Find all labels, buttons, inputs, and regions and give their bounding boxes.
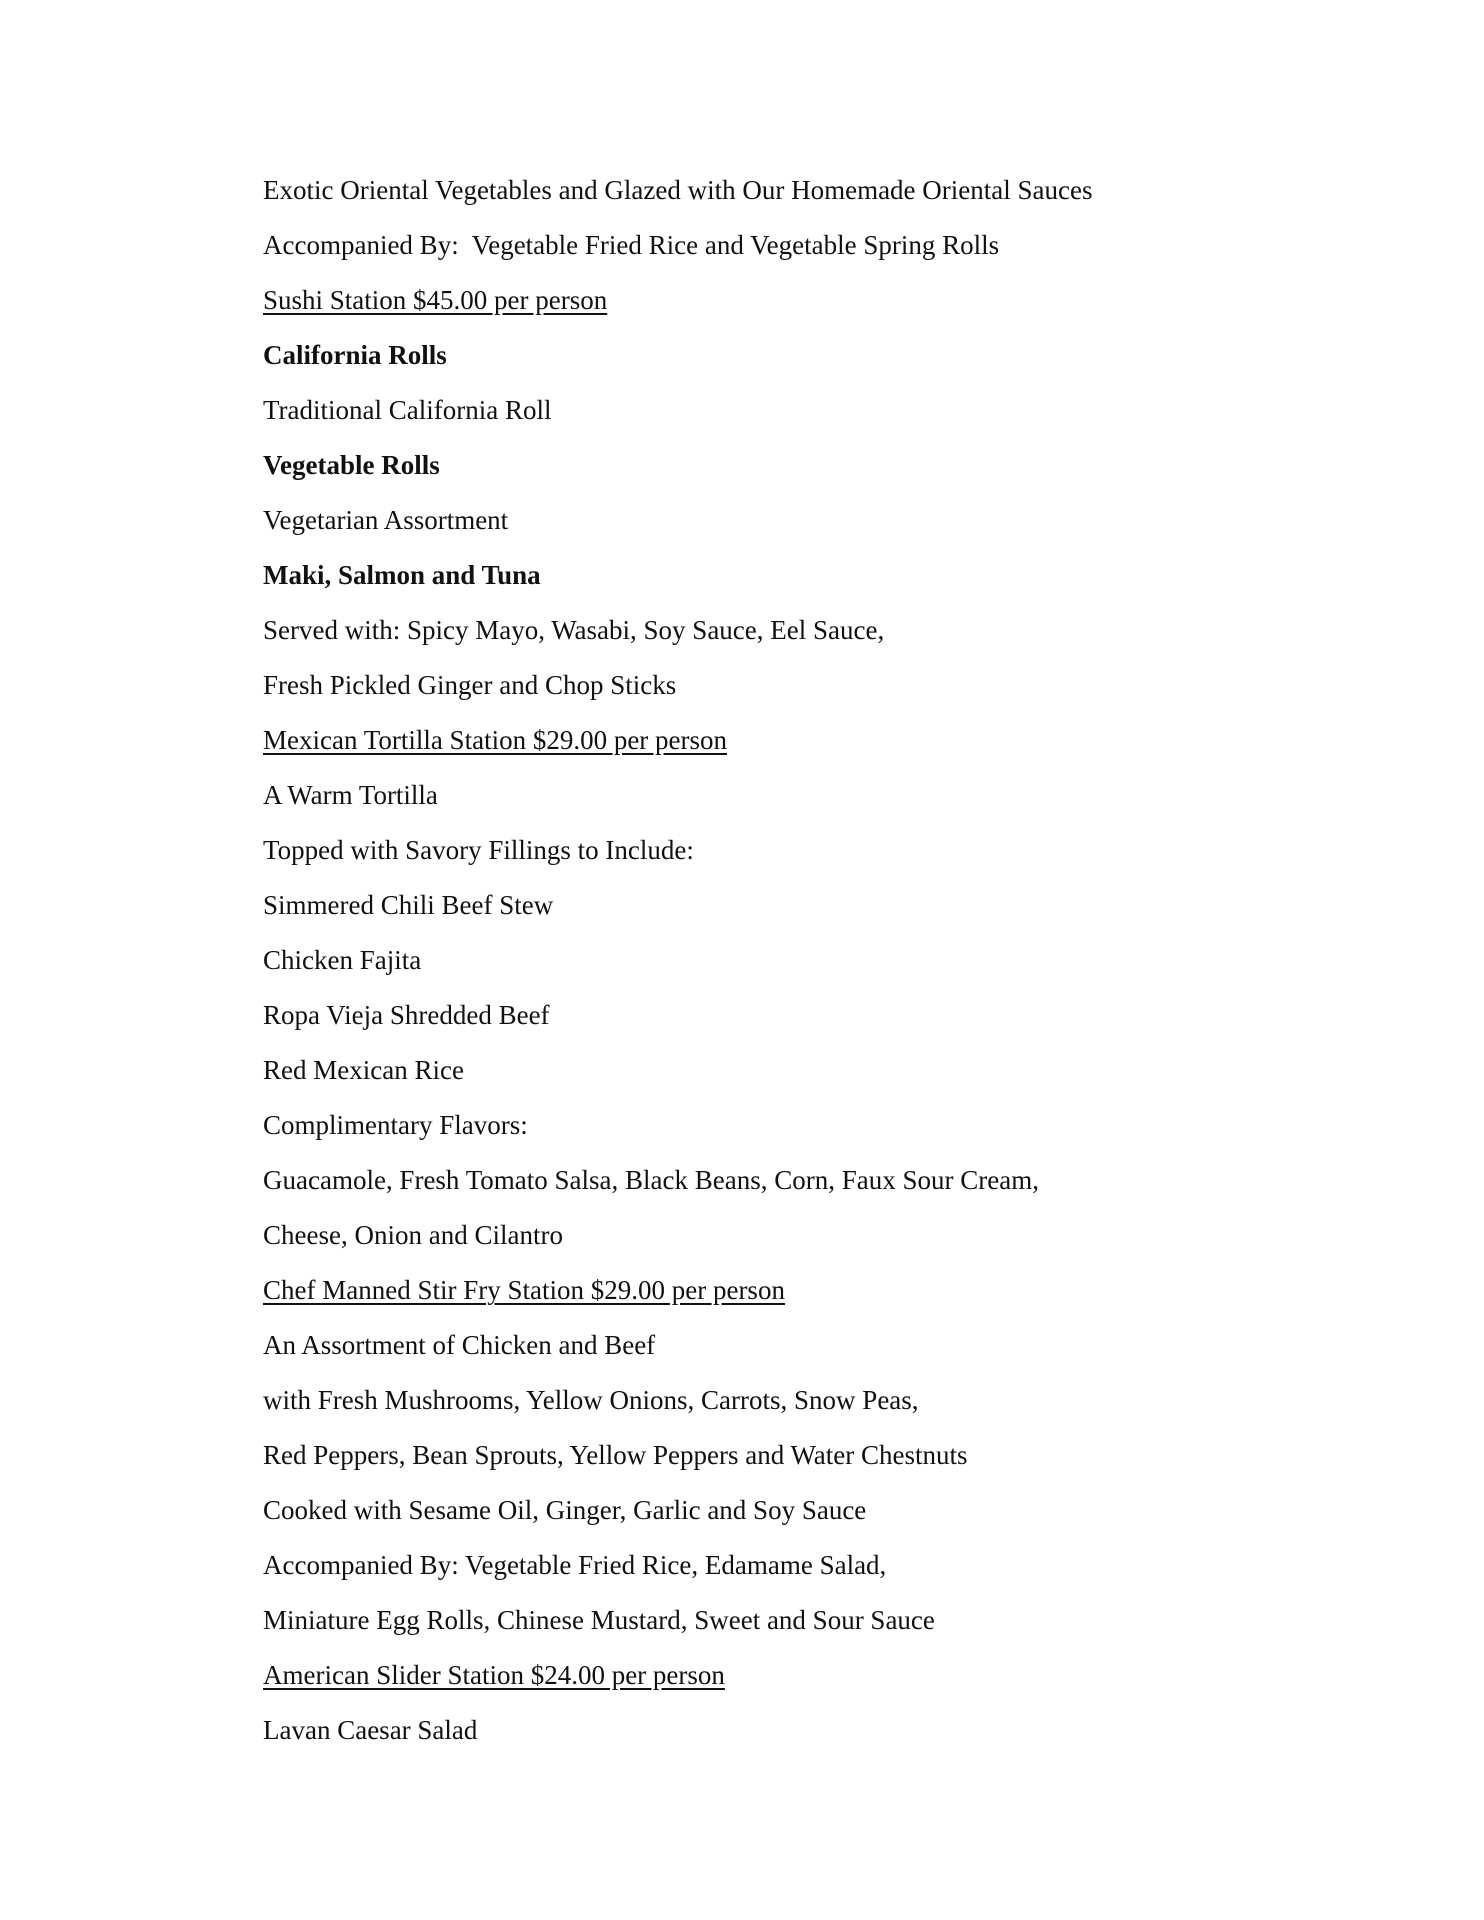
oriental-accompaniment-line: Accompanied By: Vegetable Fried Rice and Vegetable Spring Rolls xyxy=(263,230,1000,260)
sushi-station-heading: Sushi Station $45.00 per person xyxy=(263,285,608,315)
tortilla-flavors-label: Complimentary Flavors: xyxy=(263,1110,528,1140)
tortilla-filling-4: Red Mexican Rice xyxy=(263,1055,464,1085)
vegetable-rolls-heading: Vegetable Rolls xyxy=(263,450,440,480)
tortilla-filling-2: Chicken Fajita xyxy=(263,945,422,975)
maki-heading: Maki, Salmon and Tuna xyxy=(263,560,541,590)
stir-fry-accompaniment-line-2: Miniature Egg Rolls, Chinese Mustard, Sweet and Sour Sauce xyxy=(263,1605,935,1635)
tortilla-line-2: Topped with Savory Fillings to Include: xyxy=(263,835,694,865)
tortilla-filling-3: Ropa Vieja Shredded Beef xyxy=(263,1000,550,1030)
tortilla-line-1: A Warm Tortilla xyxy=(263,780,438,810)
stir-fry-line-4: Cooked with Sesame Oil, Ginger, Garlic and Soy Sauce xyxy=(263,1495,867,1525)
tortilla-flavors-line-1: Guacamole, Fresh Tomato Salsa, Black Beans, Corn, Faux Sour Cream, xyxy=(263,1165,1039,1195)
stir-fry-line-2: with Fresh Mushrooms, Yellow Onions, Carrots, Snow Peas, xyxy=(263,1385,919,1415)
slider-station-heading: American Slider Station $24.00 per person xyxy=(263,1660,725,1690)
oriental-description-line: Exotic Oriental Vegetables and Glazed with Our Homemade Oriental Sauces xyxy=(263,175,1093,205)
tortilla-flavors-line-2: Cheese, Onion and Cilantro xyxy=(263,1220,563,1250)
tortilla-station-heading: Mexican Tortilla Station $29.00 per person xyxy=(263,725,728,755)
stir-fry-line-1: An Assortment of Chicken and Beef xyxy=(263,1330,656,1360)
menu-text-body xyxy=(263,167,1413,1762)
vegetable-rolls-description: Vegetarian Assortment xyxy=(263,505,509,535)
california-rolls-heading: California Rolls xyxy=(263,340,447,370)
stir-fry-accompaniment-line-1: Accompanied By: Vegetable Fried Rice, Edamame Salad, xyxy=(263,1550,887,1580)
sushi-served-with-line-2: Fresh Pickled Ginger and Chop Sticks xyxy=(263,670,677,700)
stir-fry-line-3: Red Peppers, Bean Sprouts, Yellow Peppers and Water Chestnuts xyxy=(263,1440,968,1470)
california-rolls-description: Traditional California Roll xyxy=(263,395,552,425)
stir-fry-station-heading: Chef Manned Stir Fry Station $29.00 per person xyxy=(263,1275,785,1305)
slider-line-1: Lavan Caesar Salad xyxy=(263,1715,478,1745)
tortilla-filling-1: Simmered Chili Beef Stew xyxy=(263,890,554,920)
sushi-served-with-line: Served with: Spicy Mayo, Wasabi, Soy Sauce, Eel Sauce, xyxy=(263,615,885,645)
